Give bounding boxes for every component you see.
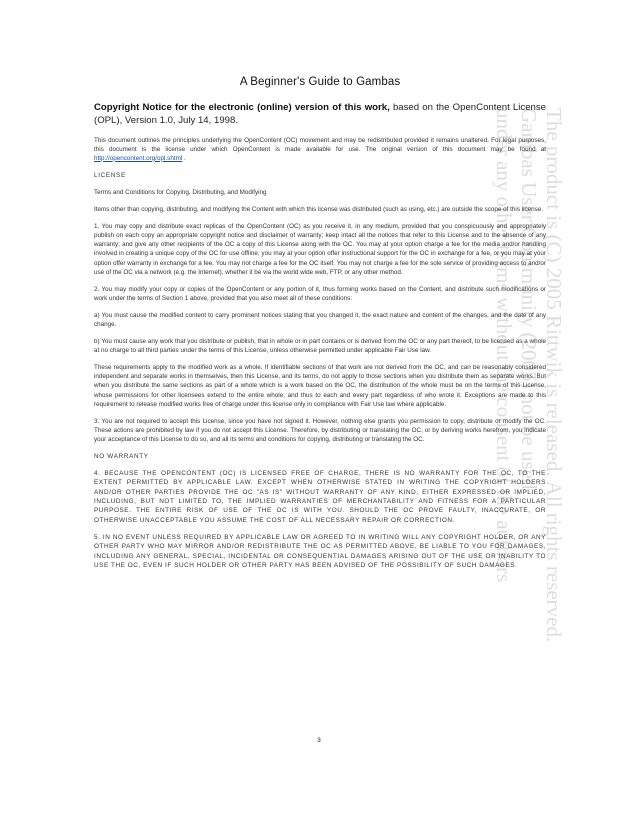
intro-paragraph [94,136,546,163]
clause-2a-paragraph: a) You must cause the modified content to carry prominent notices stating that you changed it, the exact nature and content of the changes, and the date of any change. [94,311,546,328]
page-title: A Beginner's Guide to Gambas [239,76,401,88]
watermark-line: Gambas User Community (2005) not be used [517,108,541,490]
no-warranty-heading: NO WARRANTY [94,453,149,461]
page-number: 3 [317,737,321,744]
clause-4-paragraph: 4. BECAUSE THE OPENCONTENT (OC) IS LICENSED FREE OF CHARGE, THERE IS NO WARRANTY FOR THE OC, TO THE EXTENT PERMITTED BY APPLICABLE LAW. EXCEPT WHEN OTHERWISE STATED IN WRITING THE COPYRIGHT HOLDERS AND/OR OTHER PARTIES PROVIDE THE OC "AS IS" WITHOUT WARRANTY OF ANY KIND, EITHER EXPRESSED OR IMPLIED, INCLUDING, BUT NOT LIMITED TO, THE IMPLIED WARRANTIES OF MERCHANTABILITY AND FITNESS FOR A PARTICULAR PURPOSE. THE ENTIRE RISK OF USE OF THE OC IS WITH YOU. SHOULD THE OC PROVE FAULTY, INACCURATE, OR OTHERWISE UNACCEPTABLE YOU ASSUME THE COST OF ALL NECESSARY REPAIR OR CORRECTION. [94,470,546,524]
intro-text-end: . [182,154,186,162]
clause-2-paragraph: 2. You may modify your copy or copies of the OpenContent or any portion of it, thus forming works based on the Content, and distribute such modifications or work under the terms of Section 1 above, provided that you also meet all of these conditions: [94,285,546,302]
scope-paragraph: Items other than copying, distributing, and modifying the Content with which this license was distributed (such as using, etc.) are outside the scope of this license. [94,206,544,214]
requirements-paragraph: These requirements apply to the modified work as a whole. If identifiable sections of that work are not derived from the OC, and can be reasonably considered independent and separate works in themselves, then this License, and its terms, do not apply to those sections when you distribute them as separate works. But when you distribute the same sections as part of a whole which is a work based on the OC, the distribution of the whole must be on the terms of this License, whose permissions for other licensees extend to the entire whole, and thus to each and every part regardless of who wrote it. Exceptions are made to this requirement to release modified works free of charge under this license only in compliance with Fair Use law where applicable. [94,364,546,408]
watermark-line: The product is (C) 2005 Rittwik is released. All rights reserved. [542,108,566,643]
copyright-notice-rest: based on the OpenContent License (OPL), Version 1.0, July 14, 1998. [94,102,546,126]
clause-5-paragraph: 5. IN NO EVENT UNLESS REQUIRED BY APPLICABLE LAW OR AGREED TO IN WRITING WILL ANY COPYRIGHT HOLDER, OR ANY OTHER PARTY WHO MAY MIRROR AND/OR REDISTRIBUTE THE OC AS PERMITTED ABOVE, BE LIABLE TO YOU FOR DAMAGES, INCLUDING ANY GENERAL, SPECIAL, INCIDENTAL OR CONSEQUENTIAL DAMAGES ARISING OUT OF THE USE OR INABILITY TO USE THE OC, EVEN IF SUCH HOLDER OR OTHER PARTY HAS BEEN ADVISED OF THE POSSIBILITY OF SUCH DAMAGES. [94,533,546,569]
clause-1-paragraph: 1. You may copy and distribute exact replicas of the OpenContent (OC) as you receive it, in any medium, provided that you conspicuously and appropriately publish on each copy an appropriate copyright notice and disclaimer of warranty; keep intact all the notices that refer to this License and to the absence of any warranty; and give any other recipients of the OC a copy of this License along with the OC. You may at your option charge a fee for the media and/or handling involved in creating a unique copy of the OC for use offline, you may at your option offer instructional support for the OC in exchange for a fee, or you may at your option offer warranty in exchange for a fee. You may not charge a fee for the OC itself. You may not charge a fee for the sole service of providing access to and/or use of the OC via a network (e.g. the Internet), whether it be via the world wide web, FTP, or any other method. [94,223,546,276]
copyright-notice-lead: Copyright Notice for the electronic (online) version of this work, [94,102,390,113]
license-heading: LICENSE [94,171,126,179]
clause-2b-paragraph: b) You must cause any work that you distribute or publish, that in whole or in part contains or is derived from the OC or any part thereof, to be licensed as a whole at no charge to all third parties under the terms of this License, unless otherwise permitted under applicable Fair Use law. [94,338,546,355]
opl-link[interactable]: http://opencontent.org/opl.shtml [94,154,183,162]
clause-3-paragraph: 3. You are not required to accept this License, since you have not signed it. However, nothing else grants you permission to copy, distribute or modify the OC. These actions are prohibited by law if you do not accept this License. Therefore, by distributing or translating the OC, or by deriving works herefrom, you indicate your acceptance of this License to do so, and all its terms and conditions for copying, distributing or translating the OC. [94,417,546,443]
intro-text: This document outlines the principles underlying the OpenContent (OC) movement and may be redistributed provided it remains unaltered. For legal purposes, this document is the license under which OpenContent is made available for use. The original version of this document may be found at [94,136,546,153]
terms-heading: Terms and Conditions for Copying, Distributing, and Modifying [94,188,267,196]
watermark-line: under any other terms without the consent of the authors [492,108,516,583]
page-content [94,76,546,578]
copyright-notice [94,102,546,128]
